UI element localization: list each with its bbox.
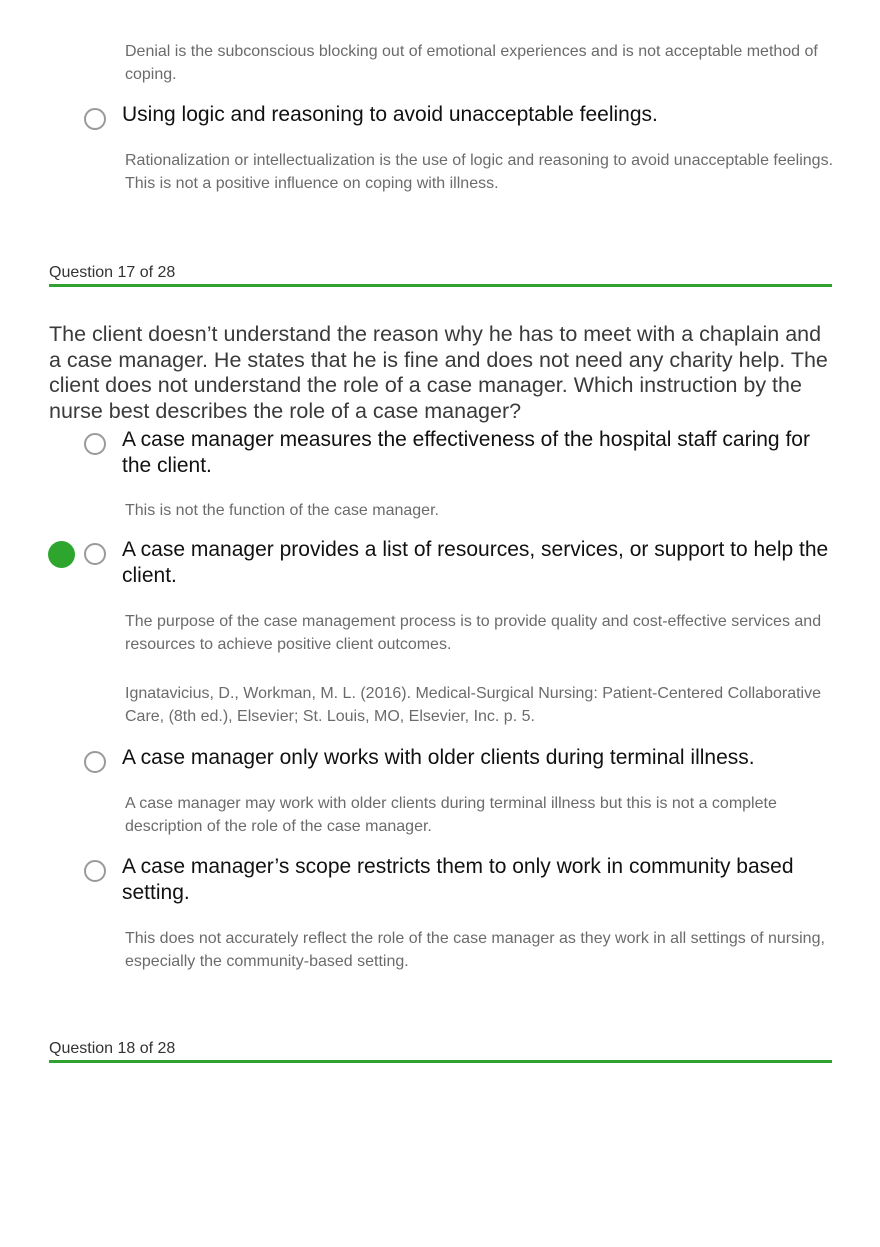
prev-feedback-rationalization: Rationalization or intellectualization is the use of logic and reasoning to avoid unacceptable feelings. This is not a positive influence on coping with illness. <box>125 152 834 192</box>
option-a-feedback: This is not the function of the case manager. <box>125 502 439 519</box>
question-17-number: Question 17 of 28 <box>49 264 176 281</box>
question-18-header <box>49 1040 832 1063</box>
radio-button[interactable] <box>84 543 106 565</box>
question-18-number: Question 18 of 28 <box>49 1040 176 1057</box>
question-17-header <box>49 264 832 287</box>
radio-button[interactable] <box>84 860 106 882</box>
option-b-reference: Ignatavicius, D., Workman, M. L. (2016). Medical-Surgical Nursing: Patient-Centered Collaborative Care, (8th ed.), Elsevier; St. Louis, MO, Elsevier, Inc. p. 5. <box>125 685 821 725</box>
correct-answer-icon <box>48 541 75 568</box>
option-label: A case manager only works with older clients during terminal illness. <box>122 746 755 769</box>
option-label: A case manager’s scope restricts them to only work in community based setting. <box>122 855 794 904</box>
option-label: A case manager provides a list of resources, services, or support to help the client. <box>122 538 829 587</box>
question-17-text: The client doesn’t understand the reason why he has to meet with a chaplain and a case manager. He states that he is fine and does not need any charity help. The client does not understand the role of a case manager. Which instruction by the nurse best describes the role of a case manager? <box>49 322 828 423</box>
radio-button[interactable] <box>84 751 106 773</box>
prev-feedback-denial: Denial is the subconscious blocking out of emotional experiences and is not acceptable method of coping. <box>125 43 818 83</box>
option-label: A case manager measures the effectiveness of the hospital staff caring for the client. <box>122 428 810 477</box>
radio-button[interactable] <box>84 433 106 455</box>
option-label: Using logic and reasoning to avoid unacceptable feelings. <box>122 103 658 126</box>
option-b-feedback: The purpose of the case management process is to provide quality and cost-effective services and resources to achieve positive client outcomes. <box>125 613 822 653</box>
option-c-feedback: A case manager may work with older clients during terminal illness but this is not a complete description of the role of the case manager. <box>125 795 777 835</box>
radio-button[interactable] <box>84 108 106 130</box>
option-d-feedback: This does not accurately reflect the role of the case manager as they work in all settings of nursing, especially the community-based setting. <box>125 930 825 970</box>
